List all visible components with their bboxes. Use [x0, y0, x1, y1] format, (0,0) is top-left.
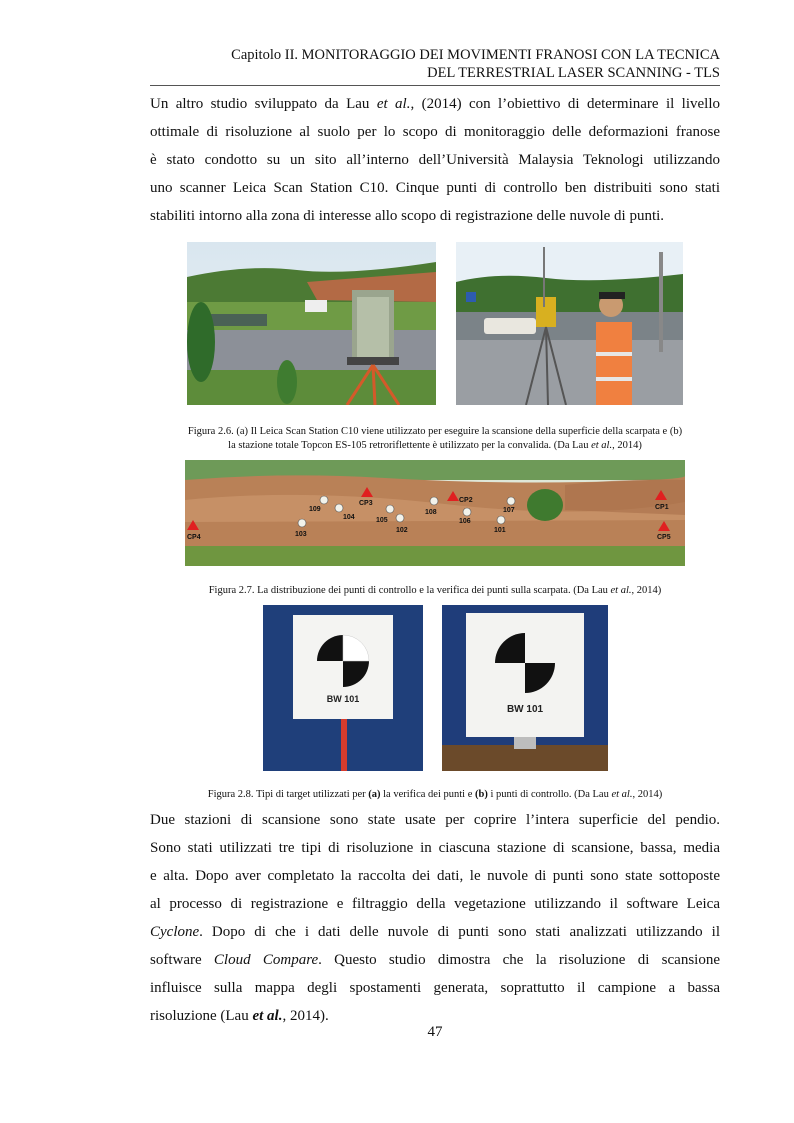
para2-line-4: al processo di registrazione e filtraggio della vegetazione utilizzando il software Leica [150, 896, 720, 912]
cp1-label: CP1 [655, 504, 669, 511]
point-104-label: 104 [343, 514, 355, 521]
header-rule [150, 85, 720, 86]
para2-line-7: influisce sulla mappa degli spostamenti generata, soprattutto il campione a bassa [150, 980, 720, 996]
para2-line-6: software Cloud Compare. Questo studio dimostra che la risoluzione di scansione [150, 952, 720, 968]
figure-2-8a-photo [263, 605, 423, 771]
point-106-label: 106 [459, 518, 471, 525]
point-103-marker [298, 519, 306, 527]
point-109-marker [320, 496, 328, 504]
running-header [150, 46, 720, 82]
fig26-caption-line-2: la stazione totale Topcon ES-105 retroriflettente è utilizzato per la convalida. (Da Lau et al., 2014) [228, 440, 642, 451]
para1-line-5: stabiliti intorno alla zona di interesse allo scopo di registrazione delle nuvole di punti. [150, 208, 665, 224]
cp2-label: CP2 [459, 497, 473, 504]
header-line-1: Capitolo II. MONITORAGGIO DEI MOVIMENTI FRANOSI CON LA TECNICA [231, 47, 720, 63]
header-line-2: DEL TERRESTRIAL LASER SCANNING - TLS [427, 65, 720, 81]
para1-line-3: è stato condotto su un sito all’interno dell’Università Malaysia Teknologi utilizzando [150, 152, 720, 168]
target-a-label: BW 101 [326, 694, 360, 704]
cp3-label: CP3 [359, 500, 373, 507]
point-108-marker [430, 497, 438, 505]
para2-line-5: Cyclone. Dopo di che i dati delle nuvole di punti sono stati analizzati utilizzando il [150, 924, 720, 940]
para2-line-3: e alta. Dopo aver completato la raccolta dei dati, le nuvole di punti sono state sottoposte [150, 868, 720, 884]
point-107-label: 107 [503, 507, 515, 514]
target-b-label: BW 101 [506, 704, 544, 715]
para2-line-1: Due stazioni di scansione sono state usate per coprire l’intera superficie del pendio. [150, 812, 720, 828]
point-101-label: 101 [494, 527, 506, 534]
figure-2-6a-photo [187, 242, 436, 405]
para1-line-4: uno scanner Leica Scan Station C10. Cinque punti di controllo ben distribuiti sono stati [150, 180, 720, 196]
page-number: 47 [427, 1024, 443, 1040]
point-104-marker [335, 504, 343, 512]
para1-line-1: Un altro studio sviluppato da Lau et al., (2014) con l’obiettivo di determinare il livello [150, 96, 721, 112]
figure-2-6-caption [140, 425, 730, 453]
point-105-marker [386, 505, 394, 513]
point-102-marker [396, 514, 404, 522]
figure-2-8b-photo [442, 605, 608, 771]
cp4-label: CP4 [187, 534, 201, 541]
point-102-label: 102 [396, 527, 408, 534]
point-109-label: 109 [309, 506, 321, 513]
point-108-label: 108 [425, 509, 437, 516]
cp5-label: CP5 [657, 534, 671, 541]
para2-line-8: risoluzione (Lau et al., 2014). [150, 1008, 329, 1024]
point-107-marker [507, 497, 515, 505]
figure-2-7-photo [185, 460, 685, 566]
figure-2-7-caption: Figura 2.7. La distribuzione dei punti di controllo e la verifica dei punti sulla scarpata. (Da Lau et al., 2014) [208, 585, 662, 596]
paragraph-1 [150, 90, 720, 230]
fig26-caption-line-1: Figura 2.6. (a) Il Leica Scan Station C10 viene utilizzato per eseguire la scansione della superficie della scarpata e (b) [187, 426, 683, 437]
point-106-marker [463, 508, 471, 516]
para2-line-2: Sono stati utilizzati tre tipi di risoluzione in ciascuna stazione di scansione, bassa, media [150, 840, 720, 856]
point-101-marker [497, 516, 505, 524]
point-103-label: 103 [295, 531, 307, 538]
point-105-label: 105 [376, 517, 388, 524]
figure-2-8-caption: Figura 2.8. Tipi di target utilizzati per (a) la verifica dei punti e (b) i punti di controllo. (Da Lau et al., 2014) [207, 789, 663, 800]
paragraph-2 [150, 806, 720, 1030]
para1-line-2: ottimale di risoluzione al suolo per lo scopo di monitoraggio delle deformazioni franose [150, 124, 720, 140]
figure-2-6b-photo [456, 242, 683, 405]
